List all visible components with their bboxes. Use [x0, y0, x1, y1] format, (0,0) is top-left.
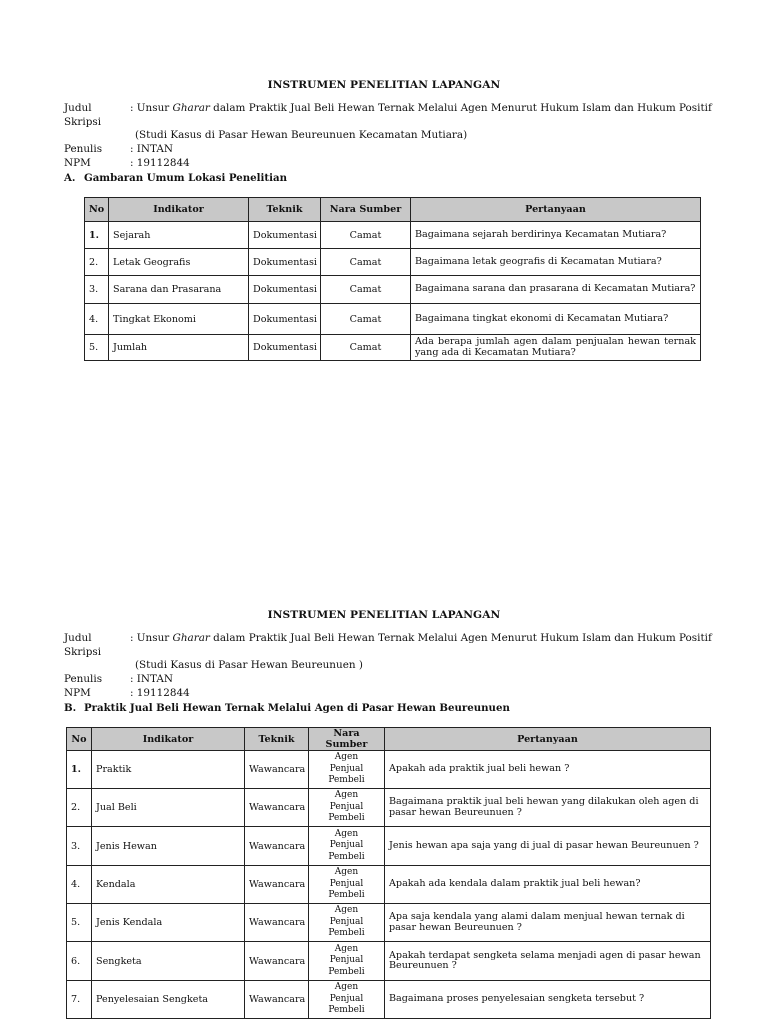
- cell-teknik: Dokumentasi: [249, 276, 321, 304]
- judul-prefix: : Unsur: [130, 632, 173, 644]
- cell-no: 6.: [67, 942, 92, 981]
- cell-indikator: Sejarah: [109, 222, 249, 249]
- cell-pertanyaan: Bagaimana sejarah berdirinya Kecamatan Mutiara?: [411, 222, 701, 249]
- judul-italic: Gharar: [172, 102, 210, 114]
- cell-teknik: Wawancara: [245, 904, 309, 942]
- cell-pertanyaan: Apakah ada praktik jual beli hewan ?: [385, 751, 711, 789]
- sumber-pembeli: Pembeli: [328, 775, 365, 786]
- judul-row-2: [64, 659, 712, 673]
- npm-key: NPM: [64, 686, 91, 699]
- table-header: [85, 198, 701, 222]
- section-heading-a: [64, 172, 287, 184]
- cell-teknik: Wawancara: [245, 866, 309, 904]
- cell-sumber: Camat: [321, 249, 411, 276]
- cell-pertanyaan: Apa saja kendala yang alami dalam menjual hewan ternak di pasar hewan Beureunuen ?: [385, 904, 711, 942]
- cell-indikator: Tingkat Ekonomi: [109, 304, 249, 335]
- cell-teknik: Dokumentasi: [249, 335, 321, 361]
- judul-value: [130, 632, 712, 659]
- cell-indikator: Letak Geografis: [109, 249, 249, 276]
- cell-no: 4.: [67, 866, 92, 904]
- sumber-pembeli: Pembeli: [328, 890, 365, 901]
- judul-key: Judul Skripsi: [64, 102, 102, 128]
- sumber-agen: Agen: [334, 828, 359, 839]
- judul-row-2: [64, 129, 712, 143]
- judul-italic: Gharar: [172, 632, 210, 644]
- penulis-key: Penulis: [64, 143, 103, 156]
- judul-rest: dalam Praktik Jual Beli Hewan Ternak Melalui Agen Menurut Hukum Islam dan Hukum Positif: [209, 102, 712, 114]
- judul-rest: dalam Praktik Jual Beli Hewan Ternak Melalui Agen Menurut Hukum Islam dan Hukum Positif: [209, 632, 712, 644]
- penulis-row: [64, 143, 712, 157]
- cell-indikator: Jumlah: [109, 335, 249, 361]
- cell-pertanyaan: Bagaimana praktik jual beli hewan yang dilakukan oleh agen di pasar hewan Beureunuen ?: [385, 789, 711, 827]
- npm-value: : 19112844: [130, 686, 190, 699]
- cell-teknik: Wawancara: [245, 827, 309, 866]
- cell-no: 4.: [85, 304, 109, 335]
- cell-no: 3.: [67, 827, 92, 866]
- penulis-row: [64, 673, 712, 687]
- judul-value: [130, 102, 712, 129]
- cell-teknik: Dokumentasi: [249, 249, 321, 276]
- cell-sumber: [309, 789, 385, 827]
- document-meta: [64, 632, 712, 701]
- cell-no: 3.: [85, 276, 109, 304]
- penulis-key: Penulis: [64, 673, 103, 686]
- cell-teknik: Wawancara: [245, 789, 309, 827]
- section-letter: B.: [64, 702, 77, 714]
- npm-row: [64, 687, 712, 701]
- cell-pertanyaan: Bagaimana sarana dan prasarana di Kecamatan Mutiara?: [411, 276, 701, 304]
- col-no: No: [67, 728, 92, 751]
- judul-row: [64, 632, 712, 659]
- col-teknik: Teknik: [245, 728, 309, 751]
- sumber-penjual: Penjual: [329, 801, 364, 812]
- section-heading-text: Gambaran Umum Lokasi Penelitian: [84, 172, 287, 184]
- table-header: [67, 728, 711, 751]
- cell-no: 2.: [67, 789, 92, 827]
- table-row: [67, 904, 711, 942]
- col-pertanyaan: Pertanyaan: [411, 198, 701, 222]
- cell-no: 7.: [67, 981, 92, 1019]
- sumber-pembeli: Pembeli: [328, 928, 365, 939]
- col-pertanyaan: Pertanyaan: [385, 728, 711, 751]
- cell-pertanyaan: Bagaimana tingkat ekonomi di Kecamatan Mutiara?: [411, 304, 701, 335]
- cell-teknik: Dokumentasi: [249, 304, 321, 335]
- cell-indikator: Sengketa: [92, 942, 245, 981]
- col-nara-sumber: Nara Sumber: [321, 198, 411, 222]
- cell-pertanyaan: Ada berapa jumlah agen dalam penjualan hewan ternak yang ada di Kecamatan Mutiara?: [411, 335, 701, 361]
- cell-teknik: Wawancara: [245, 751, 309, 789]
- document-title: INSTRUMEN PENELITIAN LAPANGAN: [267, 609, 501, 621]
- cell-sumber: [309, 904, 385, 942]
- cell-sumber: [309, 981, 385, 1019]
- table-row: [85, 222, 701, 249]
- cell-no: 1.: [85, 222, 109, 249]
- cell-no: 5.: [67, 904, 92, 942]
- section-letter: A.: [64, 172, 76, 184]
- npm-key: NPM: [64, 156, 91, 169]
- cell-teknik: Wawancara: [245, 981, 309, 1019]
- sumber-penjual: Penjual: [329, 955, 364, 966]
- section-heading-b: [64, 702, 510, 714]
- sumber-penjual: Penjual: [329, 878, 364, 889]
- cell-no: 5.: [85, 335, 109, 361]
- table-row: [85, 249, 701, 276]
- sumber-pembeli: Pembeli: [328, 813, 365, 824]
- cell-indikator: Praktik: [92, 751, 245, 789]
- cell-pertanyaan: Apakah terdapat sengketa selama menjadi agen di pasar hewan Beureunuen ?: [385, 942, 711, 981]
- judul-prefix: : Unsur: [130, 102, 173, 114]
- sumber-penjual: Penjual: [329, 763, 364, 774]
- cell-sumber: Camat: [321, 335, 411, 361]
- cell-no: 1.: [67, 751, 92, 789]
- sumber-penjual: Penjual: [329, 916, 364, 927]
- cell-teknik: Wawancara: [245, 942, 309, 981]
- npm-value: : 19112844: [130, 156, 190, 169]
- sumber-agen: Agen: [334, 752, 359, 763]
- cell-pertanyaan: Apakah ada kendala dalam praktik jual beli hewan?: [385, 866, 711, 904]
- table-row: [85, 304, 701, 335]
- judul-subtitle: (Studi Kasus di Pasar Hewan Beureunuen Kecamatan Mutiara): [135, 129, 468, 142]
- table-row: [67, 866, 711, 904]
- cell-sumber: [309, 942, 385, 981]
- col-indikator: Indikator: [109, 198, 249, 222]
- penulis-value: : INTAN: [130, 673, 173, 686]
- document-title: INSTRUMEN PENELITIAN LAPANGAN: [267, 79, 501, 91]
- cell-indikator: Sarana dan Prasarana: [109, 276, 249, 304]
- sumber-pembeli: Pembeli: [328, 966, 365, 977]
- table-a: [84, 197, 701, 361]
- table-row: [67, 942, 711, 981]
- cell-pertanyaan: Bagaimana proses penyelesaian sengketa tersebut ?: [385, 981, 711, 1019]
- col-teknik: Teknik: [249, 198, 321, 222]
- cell-indikator: Jual Beli: [92, 789, 245, 827]
- sumber-agen: Agen: [334, 790, 359, 801]
- npm-row: [64, 157, 712, 171]
- cell-sumber: [309, 751, 385, 789]
- cell-sumber: Camat: [321, 276, 411, 304]
- judul-key: Judul Skripsi: [64, 632, 102, 658]
- cell-indikator: Kendala: [92, 866, 245, 904]
- table-row: [85, 335, 701, 361]
- cell-no: 2.: [85, 249, 109, 276]
- col-no: No: [85, 198, 109, 222]
- judul-row: [64, 102, 712, 129]
- penulis-value: : INTAN: [130, 143, 173, 156]
- table-row: [85, 276, 701, 304]
- table-row: [67, 981, 711, 1019]
- section-heading-text: Praktik Jual Beli Hewan Ternak Melalui Agen di Pasar Hewan Beureunuen: [84, 702, 510, 714]
- cell-indikator: Penyelesaian Sengketa: [92, 981, 245, 1019]
- cell-indikator: Jenis Kendala: [92, 904, 245, 942]
- sumber-pembeli: Pembeli: [328, 851, 365, 862]
- col-nara-sumber: Nara Sumber: [309, 728, 385, 751]
- sumber-penjual: Penjual: [329, 993, 364, 1004]
- sumber-agen: Agen: [334, 905, 359, 916]
- sumber-agen: Agen: [334, 867, 359, 878]
- sumber-agen: Agen: [334, 982, 359, 993]
- cell-pertanyaan: Bagaimana letak geografis di Kecamatan Mutiara?: [411, 249, 701, 276]
- sumber-penjual: Penjual: [329, 840, 364, 851]
- cell-sumber: Camat: [321, 222, 411, 249]
- table-b: [66, 727, 711, 1019]
- table-row: [67, 789, 711, 827]
- judul-subtitle: (Studi Kasus di Pasar Hewan Beureunuen ): [135, 659, 363, 672]
- col-indikator: Indikator: [92, 728, 245, 751]
- cell-sumber: Camat: [321, 304, 411, 335]
- table-row: [67, 751, 711, 789]
- cell-indikator: Jenis Hewan: [92, 827, 245, 866]
- sumber-agen: Agen: [334, 943, 359, 954]
- table-row: [67, 827, 711, 866]
- cell-sumber: [309, 866, 385, 904]
- cell-teknik: Dokumentasi: [249, 222, 321, 249]
- cell-sumber: [309, 827, 385, 866]
- sumber-pembeli: Pembeli: [328, 1005, 365, 1016]
- document-meta: [64, 102, 712, 171]
- cell-pertanyaan: Jenis hewan apa saja yang di jual di pasar hewan Beureunuen ?: [385, 827, 711, 866]
